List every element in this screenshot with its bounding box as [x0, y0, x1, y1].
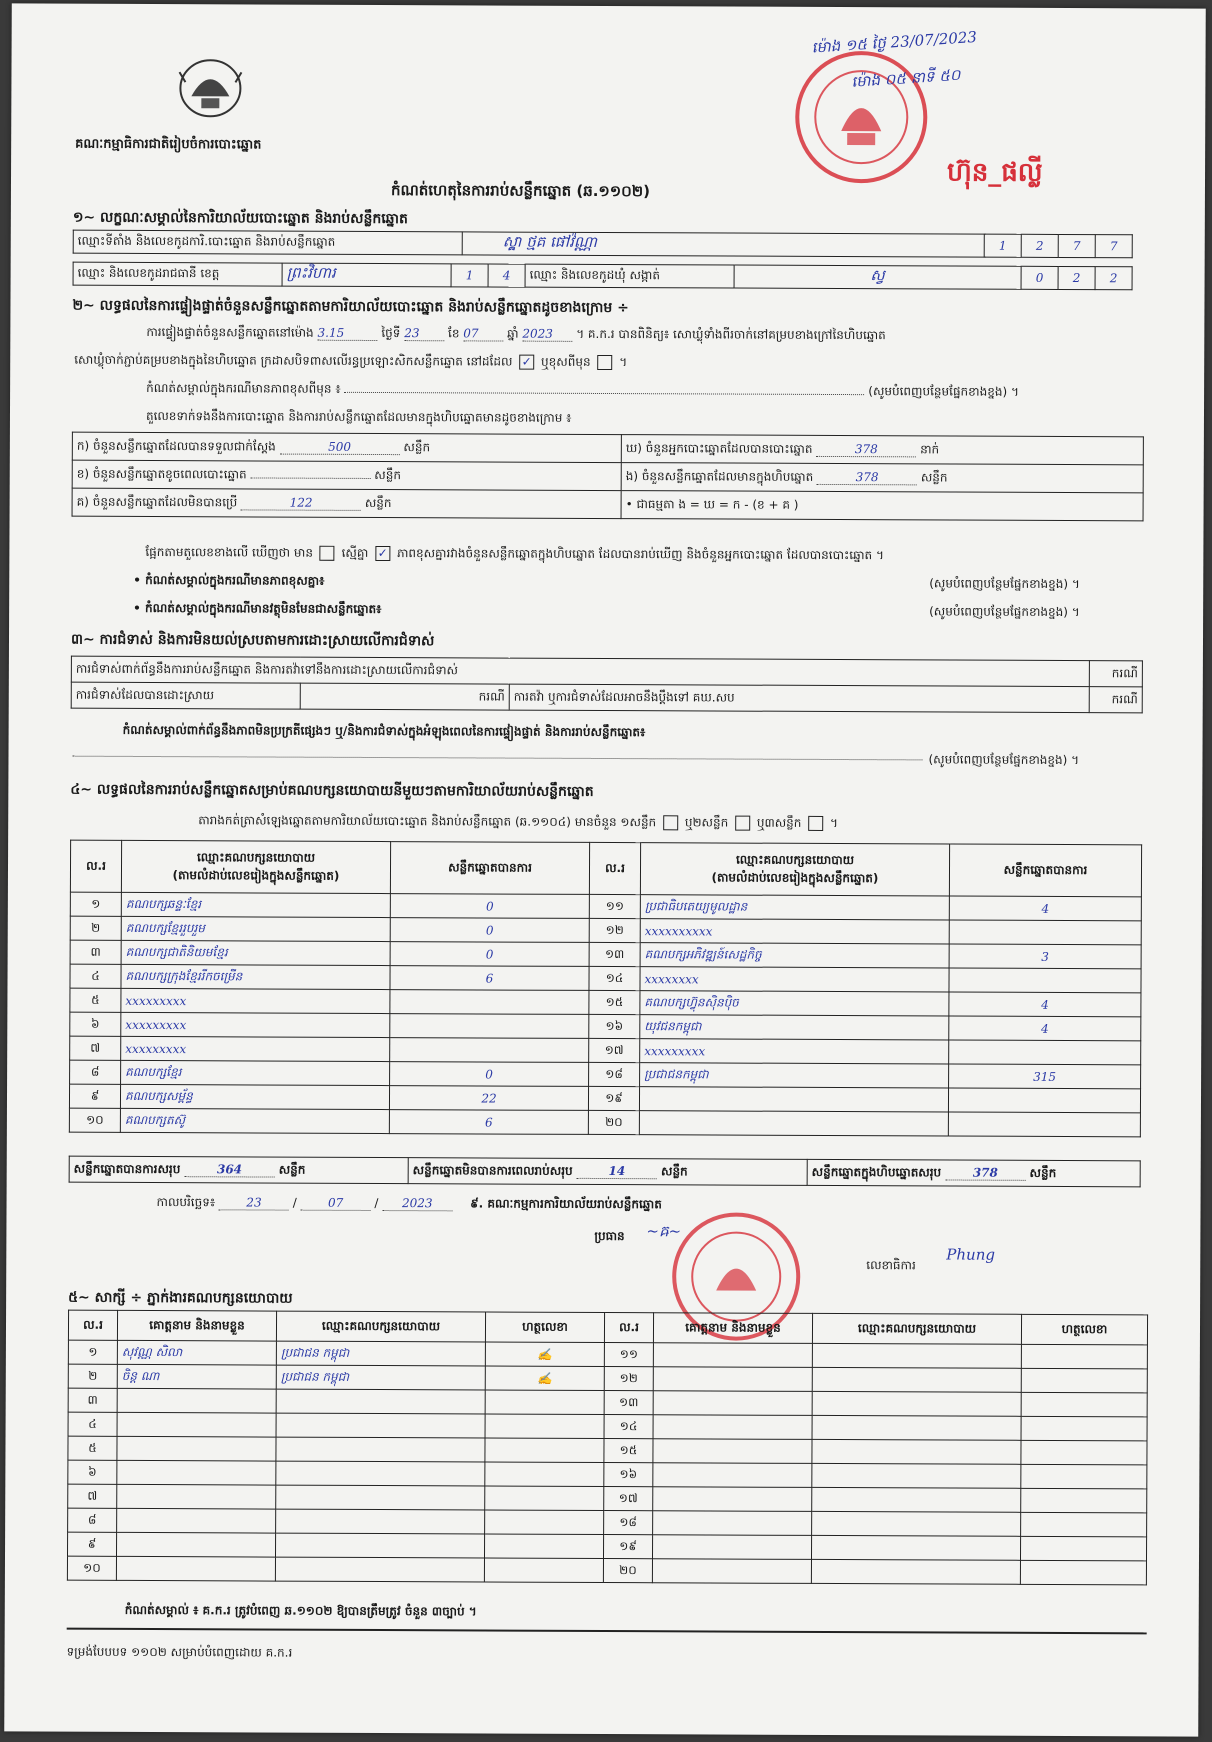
result-no: ១១ [589, 894, 640, 918]
resolved-unit: ករណី [300, 683, 509, 710]
row-b-label: ខ) ចំនួនសន្លឹកឆ្នោតខូចពេលបោះឆ្នោត [76, 466, 247, 481]
verify-intro-b: ថ្ងៃទី [381, 326, 401, 341]
section-2-heading: ២~ លទ្ធផលនៃការផ្ទៀងផ្ទាត់ចំនួនសន្លឹកឆ្នោតតាមការិយាល័យបោះឆ្នោត និងរាប់សន្លឹកឆ្នោតដូចខាងក្រោម ÷ [72, 297, 629, 317]
witness-name [117, 1436, 276, 1461]
row-c-label: គ) ចំនួនសន្លឹកឆ្នោតដែលមិនបានប្រើ [76, 494, 238, 509]
result-votes: 6 [390, 966, 589, 991]
w-col-name-2: គោត្តនាម និងនាមខ្លួន [653, 1313, 812, 1344]
seal-status-text: សោឃ្លុំចាក់ភ្ជាប់គម្របខាងក្នុងនៃហិបឆ្នោត ក្រដាសបិទពាសលើរន្ធប្រឡោះសិកសន្លឹកឆ្នោត នៅដដែល [74, 352, 513, 369]
ballots-in-box: 378 [817, 469, 917, 484]
witness-party [276, 1485, 485, 1510]
result-no: ១៥ [589, 990, 640, 1014]
diff-label: ឬខុសពីមុន [541, 354, 591, 369]
witness-name [116, 1556, 275, 1581]
total-invalid-unit: សន្លឹក [661, 1163, 688, 1178]
result-no: ១៨ [589, 1062, 640, 1086]
total-valid: 364 [184, 1162, 274, 1177]
verify-year: 2023 [522, 327, 572, 342]
secretary-signature: Phung [946, 1245, 996, 1264]
seal-status-line: សោឃ្លុំចាក់ភ្ជាប់គម្របខាងក្នុងនៃហិបឆ្នោត ក្រដាសបិទពាសលើរន្ធប្រឡោះសិកសន្លឹកឆ្នោត នៅដដែល ✓ ឬខុសពីមុន ។ [74, 352, 628, 370]
w-col-no: ល.រ [68, 1310, 117, 1340]
witness-signature [1021, 1416, 1147, 1441]
row-d-unit: នាក់ [920, 441, 940, 456]
w-col-name: គោត្តនាម និងនាមខ្លួន [117, 1310, 276, 1341]
witness-name [653, 1439, 812, 1464]
result-no: ៣ [70, 940, 121, 964]
result-party: គណបក្សជាតិនិយមខ្មែរ [121, 940, 390, 965]
witness-no: ១៣ [604, 1391, 653, 1415]
witness-no: ១០ [67, 1556, 116, 1580]
result-no: ១០ [69, 1108, 120, 1132]
compare-label: ផ្អែកតាមតួលេខខាងលើ ឃើញថា មាន [145, 544, 314, 560]
compare-line [145, 544, 1135, 566]
station-code-1: 1 [984, 234, 1021, 257]
witness-name [653, 1391, 812, 1416]
result-no: ២០ [588, 1110, 639, 1134]
result-no: ១៩ [588, 1086, 639, 1110]
row-a-unit: សន្លឹក [403, 439, 431, 454]
committee-label: ៩. គណៈកម្មការការិយាល័យរាប់សន្លឹកឆ្នោត [470, 1196, 662, 1212]
witness-signature [1021, 1344, 1147, 1369]
commune-code-2: 2 [1058, 266, 1095, 289]
stamp-party-name: ហ៊ុន_ផល្លី [946, 157, 1043, 188]
result-no: ២ [70, 916, 121, 940]
witness-no: ៨ [68, 1508, 117, 1532]
witness-no: ១៧ [604, 1487, 653, 1511]
result-votes: 4 [949, 896, 1141, 921]
commune-code-1: 0 [1021, 266, 1058, 289]
result-party: គណបក្សហ៊្វុនស៊ិនប៉ិច [640, 991, 949, 1016]
two-sheets-label: ឬ២សន្លឹក [684, 815, 729, 830]
result-votes: 315 [949, 1064, 1141, 1089]
objection-row1-label: ការជំទាស់ពាក់ព័ន្ធនឹងការរាប់សន្លឹកឆ្នោត និងការតវ៉ាទៅនឹងការដោះស្រាយលើការជំទាស់ [71, 656, 1089, 686]
w-col-no-2: ល.រ [604, 1313, 653, 1343]
section-1-heading: ១~ លក្ខណៈសម្គាល់នៃការិយាល័យបោះឆ្នោត និងរាប់សន្លឹកឆ្នោត [72, 209, 408, 228]
voters-count: 378 [816, 441, 916, 456]
witness-signature [1021, 1440, 1147, 1465]
secretary-label: លេខាធិការ [866, 1258, 916, 1273]
witness-no: ៤ [68, 1412, 117, 1436]
extra-note: • កំណត់សម្គាល់ក្នុងករណីមានវត្ថុមិនមែនជាសន្លឹកឆ្នោត៖ [133, 600, 382, 617]
witness-name [117, 1508, 276, 1533]
witness-no: ១៦ [604, 1463, 653, 1487]
form-title: កំណត់ហេតុនៃការរាប់សន្លឹកឆ្នោត (ឆ.១១០២) [390, 181, 651, 201]
result-party: xxxxxxxxx [640, 1039, 949, 1064]
witness-party [812, 1343, 1021, 1368]
chair-label: ប្រធាន [594, 1228, 625, 1244]
footer-divider [67, 1628, 1147, 1635]
result-party: គណបក្សអភិវឌ្ឍន៍សេដ្ឋកិច្ច [640, 943, 949, 968]
row-b-unit: សន្លឹក [374, 467, 402, 482]
w-col-sign: ហត្ថលេខា [485, 1312, 604, 1343]
row-d-label: ឃ) ចំនួនអ្នកបោះឆ្នោតដែលបានបោះឆ្នោត [625, 440, 813, 456]
verify-intro-c: ខែ [448, 326, 460, 341]
witness-party [276, 1437, 485, 1462]
result-party: xxxxxxxxx [121, 1012, 390, 1037]
witness-table [67, 1310, 1148, 1586]
row-e-label: ង) ចំនួនសន្លឹកឆ្នោតដែលមានក្នុងហិបឆ្នោត [625, 468, 814, 484]
col-votes-2: សន្លឹកឆ្នោតបានការ [949, 844, 1141, 897]
row-a-label: ក) ចំនួនសន្លឹកឆ្នោតដែលបានទទួលជាក់ស្តែង [76, 438, 276, 454]
location-info-table [73, 262, 1133, 291]
verify-intro-e: ។ គ.ក.រ បានពិនិត្យ៖ សោឃ្លុំទាំងពីរចាក់នៅគម្របខាងក្រៅនៃហិបឆ្នោត [576, 326, 886, 343]
station-code-4: 7 [1095, 235, 1132, 258]
witness-signature [1020, 1560, 1146, 1585]
result-no: ៩ [69, 1084, 120, 1108]
appeal-unit: ករណី [1089, 687, 1142, 713]
form-id: ទម្រង់បែបបទ ១១០២ សម្រាប់បំពេញដោយ គ.ក.រ [66, 1644, 293, 1660]
three-sheets-checkbox[interactable] [808, 816, 823, 831]
nec-emblem [171, 52, 249, 122]
irregularity-note: កំណត់សម្គាល់ពាក់ព័ន្ធនឹងភាពមិនប្រក្រតីផ្សេងៗ ឬ/និងការជំទាស់ក្នុងអំឡុងពេលនៃការផ្ទៀងផ្ទាត់ និងការរាប់សន្លឹកឆ្នោត៖ [122, 722, 646, 740]
result-party: xxxxxxxxx [121, 988, 390, 1013]
result-votes: 3 [949, 944, 1141, 969]
result-votes [949, 1040, 1141, 1065]
result-no: ៨ [70, 1060, 121, 1084]
witness-signature [485, 1438, 604, 1463]
witness-no: ១៩ [603, 1535, 652, 1559]
result-party: គណបក្សខ្មែររួបរួម [121, 916, 390, 941]
witness-name [652, 1559, 811, 1584]
result-party [639, 1087, 948, 1112]
witness-signature [485, 1390, 604, 1415]
result-party: គណបក្សក្រុងខ្មែររីកចម្រើន [121, 964, 390, 989]
verification-time-line [146, 324, 1136, 346]
witness-name [653, 1463, 812, 1488]
fill-more-hint: (សូមបំពេញបន្ថែមផ្នែកខាងខ្នង) ។ [868, 384, 1019, 399]
result-votes [390, 1038, 589, 1063]
witness-party [276, 1389, 485, 1414]
date-month: 07 [301, 1196, 371, 1211]
witness-no: ១៥ [604, 1439, 653, 1463]
official-stamp [791, 47, 932, 188]
result-no: ៦ [70, 1012, 121, 1036]
witness-no: ៦ [68, 1460, 117, 1484]
result-no: ១៣ [589, 942, 640, 966]
result-no: ៥ [70, 988, 121, 1012]
witness-party [276, 1461, 485, 1486]
witness-name [117, 1388, 276, 1413]
result-no: ១៤ [589, 966, 640, 990]
witness-name [652, 1535, 811, 1560]
commune-label: ឈ្មោះ និងលេខកូដឃុំ សង្កាត់ [525, 264, 734, 288]
witness-no: ៧ [68, 1484, 117, 1508]
result-votes [949, 968, 1141, 993]
diff-checkbox[interactable] [597, 355, 612, 370]
witness-name [653, 1343, 812, 1368]
witness-name [117, 1412, 276, 1437]
total-valid-label: សន្លឹកឆ្នោតបានការសរុប [73, 1161, 181, 1176]
stamp-handwritten-time: ម៉ោង ០៥ នាទី ៥០ [850, 65, 961, 91]
result-party: គណបក្សតស៊ូ [120, 1108, 389, 1133]
station-name: ស្គ្លា ថ្មគ ផៅវ៉ណ្ណា [462, 232, 984, 257]
witness-no: ៣ [68, 1388, 117, 1412]
result-party: យុវជនកម្ពុជា [640, 1015, 949, 1040]
witness-row [67, 1556, 1146, 1585]
difference-checkbox[interactable]: ✓ [375, 546, 390, 561]
result-no: ១៦ [589, 1014, 640, 1038]
witness-no: ៩ [68, 1532, 117, 1556]
result-no: ១ [70, 892, 121, 916]
stamp-handwritten-date: ម៉ោង ១៥ ថ្ងៃ 23/07/2023 [811, 27, 978, 57]
irregularity-fill-hint: (សូមបំពេញបន្ថែមផ្នែកខាងខ្នង) ។ [928, 752, 1080, 768]
verify-heading: តួលេខទាក់ទងនឹងការបោះឆ្នោត និងការរាប់សន្លឹកឆ្នោតដែលមានក្នុងហិបឆ្នោតមានដូចខាងក្រោម ៖ [145, 408, 572, 425]
chair-signature: ~ឝ~ [646, 1222, 682, 1241]
result-party: ប្រជាជនកម្ពុជា [640, 1063, 949, 1088]
form-sheet [4, 3, 1206, 1736]
total-box-label: សន្លឹកឆ្នោតក្នុងហិបឆ្នោតសរុប [811, 1164, 942, 1179]
result-votes: 0 [390, 1062, 589, 1087]
witness-party [276, 1509, 485, 1534]
date-label: កាលបរិច្ឆេទ៖ [156, 1195, 216, 1210]
witness-party [812, 1439, 1021, 1464]
result-votes [390, 990, 589, 1015]
witness-signature [1020, 1536, 1146, 1561]
witness-signature [485, 1510, 604, 1535]
verify-intro-d: ឆ្នាំ [507, 326, 519, 341]
result-votes [390, 1014, 589, 1039]
results-table [69, 840, 1142, 1138]
witness-party [812, 1391, 1021, 1416]
one-sheet-checkbox[interactable] [663, 815, 678, 830]
witness-signature [1021, 1512, 1147, 1537]
result-party [639, 1111, 948, 1136]
col-party: ឈ្មោះគណបក្សនយោបាយ (តាមលំដាប់លេខរៀងក្នុងសន្លឹកឆ្នោត) [121, 840, 390, 893]
witness-no: ២០ [603, 1559, 652, 1583]
diff-note-label: កំណត់សម្គាល់ក្នុងករណីមានភាពខុសពីមុន ៖ [146, 380, 341, 396]
verify-intro-a: ការផ្ទៀងផ្ទាត់ចំនួនសន្លឹកឆ្នោតនៅម៉ោង [146, 324, 314, 340]
result-no: ១២ [589, 918, 640, 942]
row-e-unit: សន្លឹក [920, 469, 948, 484]
row-c-unit: សន្លឹក [364, 495, 392, 510]
witness-name [653, 1511, 812, 1536]
witness-party [812, 1415, 1021, 1440]
witness-signature [484, 1558, 603, 1583]
results-row [69, 1108, 1140, 1137]
result-votes: 0 [390, 918, 589, 943]
same-checkbox[interactable]: ✓ [519, 355, 534, 370]
province-code-2: 4 [488, 264, 525, 287]
difference-label: ភាពខុសគ្នារវាងចំនួនសន្លឹកឆ្នោតក្នុងហិបឆ្នោត ដែលបានរាប់ឃើញ និងចំនួនអ្នកបោះឆ្នោត ដែលបានបោះឆ្នោត ។ [396, 546, 884, 563]
result-votes [948, 1112, 1140, 1137]
verify-time: 3.15 [317, 326, 377, 341]
result-votes: 22 [389, 1086, 588, 1111]
station-code-3: 7 [1058, 234, 1095, 257]
station-code-2: 2 [1021, 234, 1058, 257]
equal-label: ស្មើគ្នា [341, 545, 369, 560]
col-votes: សន្លឹកឆ្នោតបានការ [390, 842, 589, 895]
irregularity-fill-line [72, 756, 922, 761]
witness-party [812, 1511, 1021, 1536]
witness-no: ១២ [604, 1367, 653, 1391]
result-no: ១៧ [589, 1038, 640, 1062]
result-votes [948, 1088, 1140, 1113]
diff-note2-fill: (សូមបំពេញបន្ថែមផ្នែកខាងខ្នង) ។ [929, 576, 1080, 592]
witness-no: ២ [68, 1364, 117, 1388]
province-name: ព្រះវិហារ [282, 263, 451, 287]
witness-no: ៥ [68, 1436, 117, 1460]
date-line: កាលបរិច្ឆេទ៖ 23 / 07 / 2023 ៩. គណៈកម្មការការិយាល័យរាប់សន្លឹកឆ្នោត [156, 1195, 662, 1212]
unused-ballots: 122 [241, 495, 361, 511]
col-no-2: ល.រ [589, 842, 640, 894]
result-party: គណបក្សឆន្ទៈខ្មែរ [121, 892, 390, 917]
witness-no: ១៨ [604, 1511, 653, 1535]
total-box: 378 [945, 1165, 1025, 1180]
three-sheets-label: ឬ៣សន្លឹក [756, 815, 802, 830]
col-no: ល.រ [70, 840, 121, 892]
witness-name: ចិន្ត ណា [117, 1364, 276, 1389]
received-ballots: 500 [280, 439, 400, 455]
commune-code-3: 2 [1095, 267, 1132, 290]
province-label: ឈ្មោះ និងលេខកូដរាជធានី ខេត្ត [73, 262, 282, 286]
witness-party: ប្រជាជន កម្ពុជា [276, 1341, 485, 1366]
result-votes: 4 [949, 1016, 1141, 1041]
objection-table [71, 656, 1143, 714]
resolved-label: ការជំទាស់ដែលបានដោះស្រាយ [71, 682, 300, 709]
equal-checkbox[interactable] [320, 546, 335, 561]
two-sheets-checkbox[interactable] [735, 816, 750, 831]
total-invalid-label: សន្លឹកឆ្នោតមិនបានការពេលរាប់សរុប [412, 1162, 573, 1178]
formula-note: • ជាធម្មតា ង = ឃ = ក - (ខ + គ ) [625, 496, 799, 512]
section-3-heading: ៣~ ការជំទាស់ និងការមិនយល់ស្របតាមការដោះស្រាយលើការជំទាស់ [70, 631, 435, 650]
totals-table [69, 1156, 1141, 1188]
result-no: ៤ [70, 964, 121, 988]
witness-name: សុវណ្ណ សិលា [117, 1340, 276, 1365]
witness-name [653, 1367, 812, 1392]
diff-note2: • កំណត់សម្គាល់ក្នុងករណីមានភាពខុសគ្នា៖ [133, 572, 325, 588]
result-party: គណបក្សសម្ព័ន្ធ [120, 1084, 389, 1109]
spoiled-ballots [250, 477, 370, 479]
result-votes: 4 [949, 992, 1141, 1017]
org-name: គណៈកម្មាធិការជាតិរៀបចំការបោះឆ្នោត [75, 136, 262, 153]
witness-signature [484, 1534, 603, 1559]
diff-note-line [146, 380, 1136, 402]
witness-name [653, 1415, 812, 1440]
total-invalid: 14 [577, 1163, 657, 1178]
result-no: ៧ [70, 1036, 121, 1060]
result-party: xxxxxxxxxx [640, 919, 949, 944]
station-label: ឈ្មោះទីតាំង និងលេខកូដការិ.បោះឆ្នោត និងរាប់សន្លឹកឆ្នោត [73, 230, 462, 255]
witness-name [117, 1484, 276, 1509]
witness-party [276, 1413, 485, 1438]
result-votes: 0 [390, 894, 589, 919]
col-party-2: ឈ្មោះគណបក្សនយោបាយ (តាមលំដាប់លេខរៀងក្នុងសន្លឹកឆ្នោត) [640, 843, 949, 896]
witness-no: ១៤ [604, 1415, 653, 1439]
witness-party: ប្រជាជន កម្ពុជា [276, 1365, 485, 1390]
verify-month: 07 [463, 326, 503, 341]
section-5-heading: ៥~ សាក្សី ÷ ភ្នាក់ងារគណបក្សនយោបាយ [68, 1289, 293, 1307]
witness-no: ១ [68, 1340, 117, 1364]
witness-party [812, 1487, 1021, 1512]
objection-row1-unit: ករណី [1089, 661, 1142, 687]
witness-name [117, 1460, 276, 1485]
total-box-unit: សន្លឹក [1029, 1165, 1057, 1180]
w-col-sign-2: ហត្ថលេខា [1021, 1314, 1147, 1345]
result-party: ប្រជាធិបតេយ្យមូលដ្ឋាន [640, 895, 949, 920]
result-votes: 0 [390, 942, 589, 967]
date-year: 2023 [382, 1196, 452, 1211]
witness-signature [1021, 1392, 1147, 1417]
footnote: កំណត់សម្គាល់ ៖ គ.ក.រ ត្រូវបំពេញ ឆ.១១០២ ឱ្យបានត្រឹមត្រូវ ចំនួន ៣ច្បាប់ ។ [124, 1602, 477, 1619]
witness-signature [1021, 1464, 1147, 1489]
witness-party [275, 1533, 484, 1558]
result-party: xxxxxxxx [640, 967, 949, 992]
witness-party [811, 1559, 1020, 1584]
total-valid-unit: សន្លឹក [278, 1162, 306, 1177]
witness-no: ១១ [604, 1343, 653, 1367]
result-party: គណបក្សខ្មែរ [121, 1060, 390, 1085]
w-col-party: ឈ្មោះគណបក្សនយោបាយ [276, 1311, 485, 1342]
witness-signature [1021, 1488, 1147, 1513]
witness-signature [485, 1462, 604, 1487]
verify-day: 23 [404, 326, 444, 341]
tally-sheet-text: តារាងកត់ត្រាសំឡេងឆ្នោតតាមការិយាល័យបោះឆ្នោត និងរាប់សន្លឹកឆ្នោត (ឆ.១១០៤) មានចំនួន ១សន្លឹក [198, 813, 657, 830]
appeal-label: ការតវ៉ា ឬការជំទាស់ដែលអាចនឹងប្តឹងទៅ គឃ.សប [509, 684, 1089, 713]
result-party: xxxxxxxxx [121, 1036, 390, 1061]
commune-name: ស្វ [734, 265, 1021, 289]
witness-signature: ✍ [485, 1342, 604, 1367]
date-day: 23 [219, 1195, 289, 1210]
province-code-1: 1 [451, 264, 488, 287]
witness-name [653, 1487, 812, 1512]
station-info-table [73, 230, 1133, 259]
witness-signature [1021, 1368, 1147, 1393]
result-votes [949, 920, 1141, 945]
witness-party [275, 1557, 484, 1582]
witness-signature [485, 1486, 604, 1511]
section-4-heading: ៤~ លទ្ធផលនៃការរាប់សន្លឹកឆ្នោតសម្រាប់គណបក្សនយោបាយនីមួយៗតាមការិយាល័យរាប់សន្លឹកឆ្នោត [70, 781, 594, 800]
witness-party [812, 1463, 1021, 1488]
ballot-count-table [72, 432, 1144, 522]
witness-party [812, 1367, 1021, 1392]
witness-signature: ✍ [485, 1366, 604, 1391]
result-votes: 6 [389, 1110, 588, 1135]
tally-sheet-line: តារាងកត់ត្រាសំឡេងឆ្នោតតាមការិយាល័យបោះឆ្នោត និងរាប់សន្លឹកឆ្នោត (ឆ.១១០៤) មានចំនួន ១សន្លឹក ឬ២សន្លឹក ឬ៣សន្លឹក ។ [198, 813, 839, 831]
w-col-party-2: ឈ្មោះគណបក្សនយោបាយ [812, 1313, 1021, 1344]
extra-note-fill: (សូមបំពេញបន្ថែមផ្នែកខាងខ្នង) ។ [929, 604, 1080, 620]
witness-party [811, 1535, 1020, 1560]
witness-signature [485, 1414, 604, 1439]
witness-name [117, 1532, 276, 1557]
